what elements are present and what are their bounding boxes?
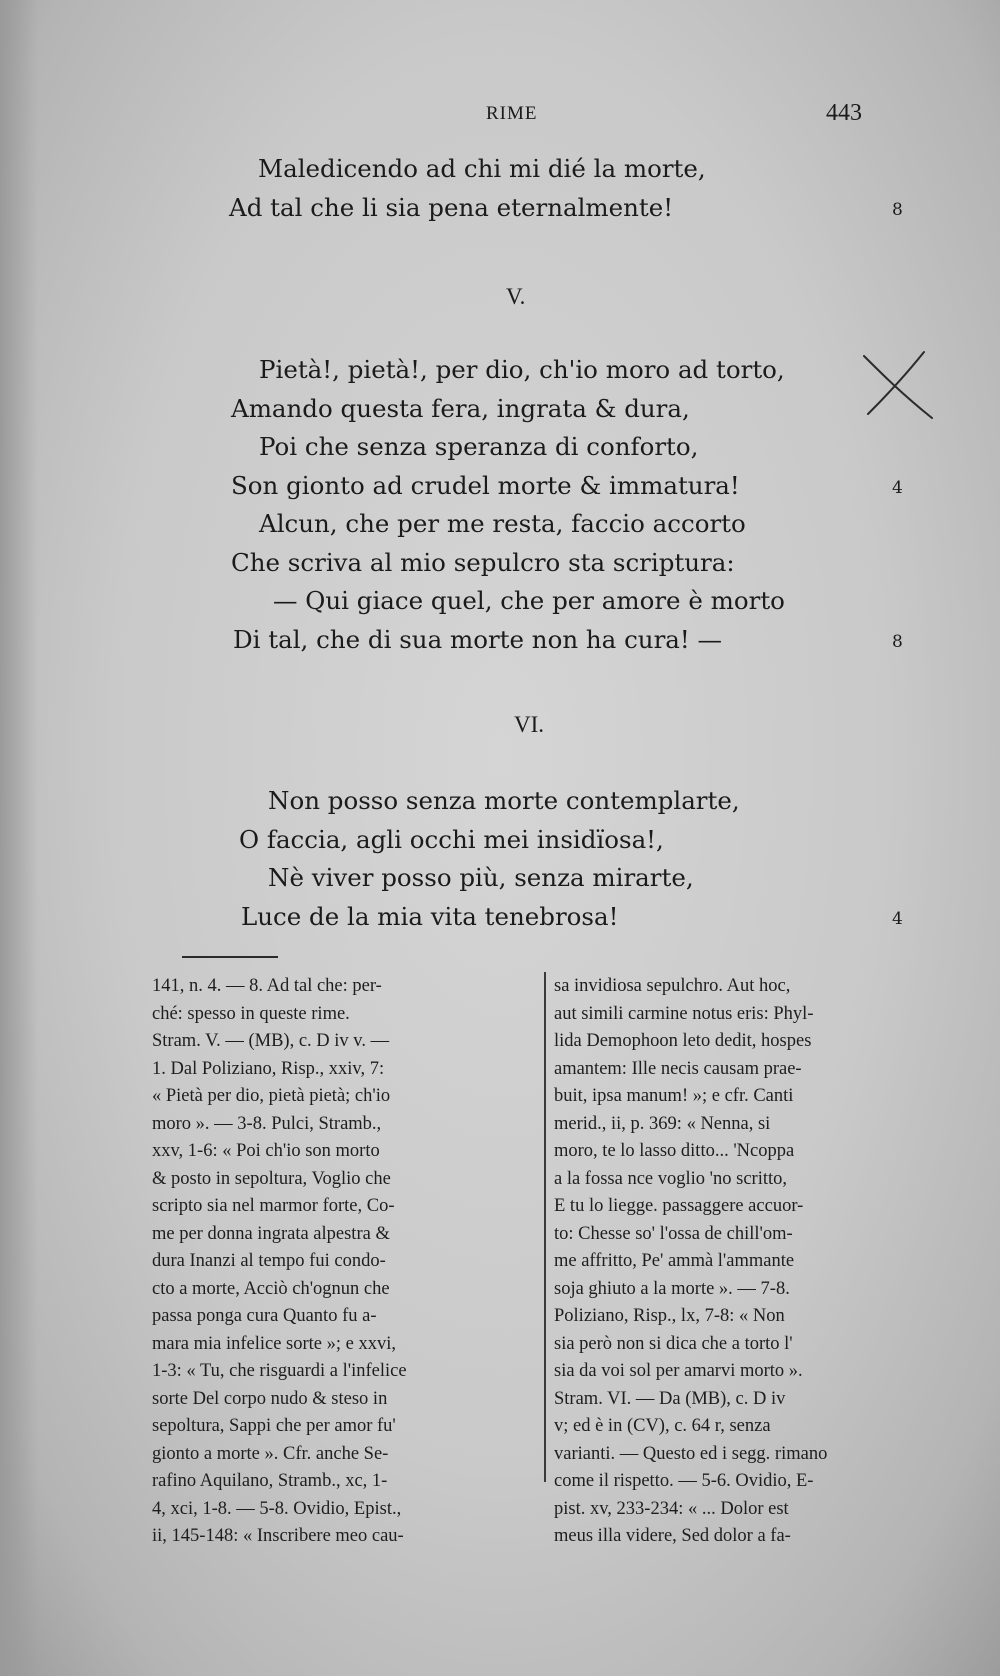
- note-line: amantem: Ille necis causam prae-: [554, 1058, 802, 1079]
- note-line: sa invidiosa sepulchro. Aut hoc,: [554, 976, 791, 996]
- note-line: sorte Del corpo nudo & steso in: [152, 1388, 388, 1409]
- verse-line: Son gionto ad crudel morte & immatura! 4: [0, 467, 1000, 506]
- verse-top: [0, 150, 1000, 227]
- note-line: Poliziano, Risp., lx, 7-8: « Non: [554, 1306, 785, 1326]
- verse-line: Amando questa fera, ingrata & dura,: [231, 393, 690, 423]
- note-line: gionto a morte ». Cfr. anche Se-: [152, 1443, 389, 1464]
- page-number: 443: [826, 100, 862, 126]
- verse-line: Che scriva al mio sepulcro sta scriptura:: [231, 547, 735, 577]
- note-line: sia però non si dica che a torto l': [554, 1333, 793, 1354]
- note-line: mara mia infelice sorte »; e xxvi,: [152, 1333, 397, 1354]
- note-line: ii, 145-148: « Inscribere meo cau-: [152, 1526, 404, 1546]
- note-line: aut simili carmine notus eris: Phyl-: [554, 1003, 814, 1024]
- note-line: « Pietà per dio, pietà pietà; ch'io: [152, 1086, 391, 1106]
- line-number: 4: [892, 477, 903, 498]
- verse-line: Non posso senza morte contemplarte,: [268, 786, 740, 815]
- note-line: E tu lo liegge. passaggere accuor-: [554, 1196, 804, 1216]
- note-line: xxv, 1-6: « Poi ch'io son morto: [152, 1141, 380, 1161]
- running-title: RIME: [486, 103, 538, 124]
- note-line: & posto in sepoltura, Voglio che: [152, 1168, 391, 1189]
- footnotes-right-column: [554, 973, 930, 1551]
- verse-line: — Qui giace quel, che per amore è morto: [273, 586, 785, 615]
- note-line: moro, te lo lasso ditto... 'Ncoppa: [554, 1141, 795, 1161]
- verse-line: Alcun, che per me resta, faccio accorto: [259, 509, 746, 538]
- note-line: scripto sia nel marmor forte, Co-: [152, 1196, 395, 1216]
- note-line: passa ponga cura Quanto fu a-: [152, 1306, 377, 1326]
- note-line: varianti. — Questo ed i segg. rimano: [554, 1443, 828, 1464]
- running-header: [0, 100, 1000, 133]
- note-line: 1-3: « Tu, che risguardi a l'infelice: [152, 1361, 407, 1381]
- note-line: buit, ipsa manum! »; e cfr. Canti: [554, 1086, 794, 1106]
- verse-line: Luce de la mia vita tenebrosa! 4: [0, 898, 1000, 937]
- verse-line: Poi che senza speranza di conforto,: [259, 432, 699, 461]
- note-line: merid., ii, p. 369: « Nenna, si: [554, 1113, 771, 1134]
- verse-line: Pietà!, pietà!, per dio, ch'io moro ad torto,: [259, 355, 785, 384]
- handwritten-x-mark: [858, 348, 938, 422]
- note-line: to: Chesse so' l'ossa de chill'om-: [554, 1223, 793, 1244]
- verse-section-v: [0, 351, 1000, 659]
- section-numeral-v: V.: [506, 284, 526, 309]
- note-line: rafino Aquilano, Stramb., xc, 1-: [152, 1471, 388, 1491]
- note-line: Stram. V. — (MB), c. D iv v. —: [152, 1031, 390, 1051]
- note-line: sia da voi sol per amarvi morto ».: [554, 1361, 803, 1381]
- column-divider: [544, 972, 546, 1482]
- verse-line: Di tal, che di sua morte non ha cura! — 8: [0, 621, 1000, 660]
- line-number: 8: [892, 199, 903, 220]
- note-line: Stram. VI. — Da (MB), c. D iv: [554, 1388, 786, 1409]
- note-line: 4, xci, 1-8. — 5-8. Ovidio, Epist.,: [152, 1498, 402, 1519]
- note-line: me per donna ingrata alpestra &: [152, 1223, 390, 1244]
- note-line: sepoltura, Sappi che per amor fu': [152, 1416, 396, 1436]
- note-line: dura Inanzi al tempo fui condo-: [152, 1251, 386, 1271]
- note-line: ché: spesso in queste rime.: [152, 1003, 350, 1024]
- note-line: a la fossa nce voglio 'no scritto,: [554, 1168, 787, 1189]
- note-line: 1. Dal Poliziano, Risp., xxiv, 7:: [152, 1058, 385, 1079]
- note-line: me affritto, Pe' ammà l'ammante: [554, 1251, 795, 1271]
- note-line: soja ghiuto a la morte ». — 7-8.: [554, 1278, 790, 1299]
- note-line: meus illa videre, Sed dolor a fa-: [554, 1526, 791, 1546]
- note-line: 141, n. 4. — 8. Ad tal che: per-: [152, 976, 382, 996]
- line-number: 8: [892, 631, 903, 652]
- note-line: cto a morte, Acciò ch'ognun che: [152, 1278, 390, 1299]
- verse-line: Nè viver posso più, senza mirarte,: [268, 863, 694, 892]
- verse-section-vi: [0, 782, 1000, 936]
- note-line: come il rispetto. — 5-6. Ovidio, E-: [554, 1471, 814, 1491]
- verse-line: Ad tal che li sia pena eternalmente! 8: [0, 189, 1000, 228]
- footnotes-left-column: [152, 973, 532, 1551]
- note-line: pist. xv, 233-234: « ... Dolor est: [554, 1498, 789, 1519]
- section-numeral-vi: VI.: [514, 712, 545, 737]
- footnote-rule: [182, 956, 278, 958]
- note-line: lida Demophoon leto dedit, hospes: [554, 1031, 812, 1051]
- verse-line: Maledicendo ad chi mi dié la morte,: [258, 154, 706, 183]
- note-line: v; ed è in (CV), c. 64 r, senza: [554, 1416, 771, 1436]
- note-line: moro ». — 3-8. Pulci, Stramb.,: [152, 1113, 382, 1134]
- verse-line: O faccia, agli occhi mei insidïosa!,: [239, 824, 664, 854]
- line-number: 4: [892, 908, 903, 929]
